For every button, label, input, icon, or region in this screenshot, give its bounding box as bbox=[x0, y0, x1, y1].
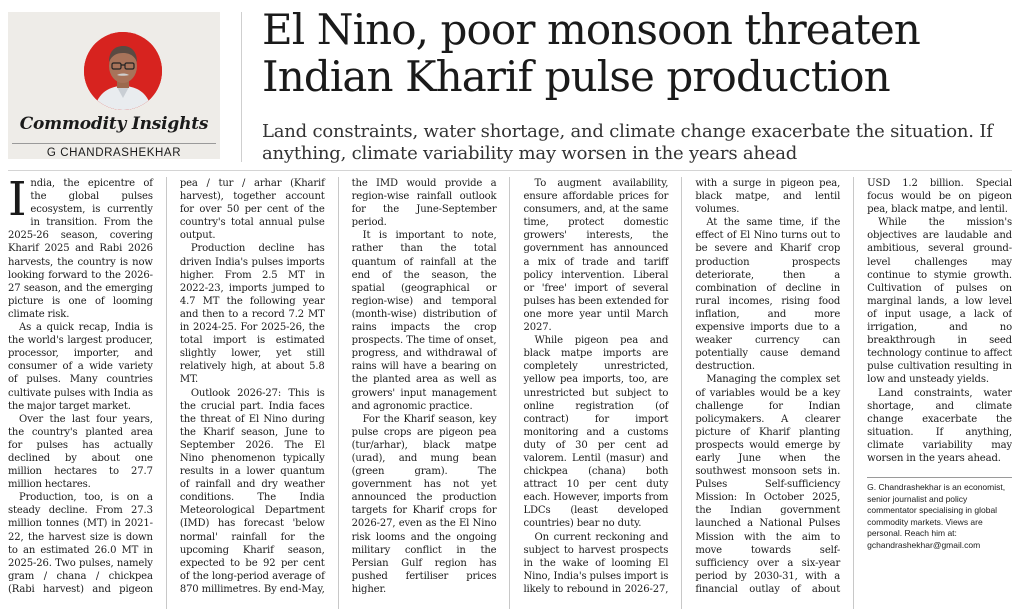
article-paragraph: For the Kharif season, key pulse crops are pigeon pea (tur/arhar), black matpe (urad), and mung bean (green gram). The government has not yet announced the production targets for Kharif crops for 2026-27, even as the El Nino risk looms and the ongoing military conflict in the Persian Gulf region has pushed fertiliser prices higher. bbox=[351, 413, 497, 595]
article-paragraph: On current reckoning and subject to harvest prospects in the wake of looming El Nino, India's pulses import is likely to rebound in 2026-27, with a surge in pigeon pea, black matpe, and lentil volumes. bbox=[523, 178, 841, 595]
author-bio-box bbox=[867, 477, 1012, 552]
avatar bbox=[84, 32, 162, 110]
article-paragraph: Land constraints, water shortage, and climate change exacerbate the situation. If anything, climate variability may worsen in the years ahead. bbox=[867, 387, 1012, 464]
article-paragraph: Managing the complex set of variables would be a key challenge for Indian policymakers. A clearer picture of Kharif planting prospects would emerge by early June when the southwest monsoon sets in. Pulses Self-sufficiency Mission: In October 2025, the Indian government launched a National Pulses Mission with the aim to move towards self-sufficiency over a six-year period by 2030-31, with a financial outlay of about USD 1.2 billion. Special focus would be on pigeon pea, black matpe, and lentil. bbox=[695, 178, 1012, 595]
column-name: Commodity Insights bbox=[19, 114, 209, 134]
article-paragraph: Over the last four years, the country's planted area for pulses has actually declined by about one million hectares to 27.7 million hectares. bbox=[8, 413, 153, 491]
lead-text: ndia, the epicentre of the global pulses ecosystem, is currently in transition. From the 2025-26 season, covering Kharif 2025 and Rabi 2026 harvests, the country is now looking forward to the 2026-27 season, and the emerging picture is one of looming climate risk. bbox=[8, 178, 153, 320]
header-divider bbox=[241, 12, 242, 162]
author-portrait-icon bbox=[84, 32, 162, 110]
article-paragraph: It is important to note, rather than the total quantum of rainfall at the end of the season, the spatial (geographical or region-wise) and temporal (month-wise) distribution of rains impacts the crop prospects. The time of onset, progress, and withdrawal of rains will have a bearing on the planted area as well as growers' input management and agronomic practice. bbox=[351, 230, 497, 412]
byline-divider bbox=[12, 143, 216, 144]
author-bio: G. Chandrashekhar is an economist, senior journalist and policy commentator specialising in global commodity markets. Views are personal. Reach him at: gchandrashekhar@gmail.com bbox=[867, 482, 1006, 551]
article-paragraph: As a quick recap, India is the world's largest producer, processor, importer, and consumer of a wide variety of pulses. Many countries cultivate pulses with India as the major target market. bbox=[8, 322, 153, 412]
article-paragraph: Production decline has driven India's pulses imports higher. From 2.5 MT in 2022-23, imports jumped to 4.7 MT the following year and then to a record 7.2 MT in 2024-25. For 2025-26, the total import is estimated slightly lower, yet still relatively high, at about 5.8 MT. bbox=[179, 243, 325, 386]
article-paragraph-lead bbox=[8, 177, 153, 321]
article-paragraph: While the mission's objectives are laudable and ambitious, several ground-level challenges may continue to stymie growth. Cultivation of pulses on marginal lands, a low level of input usage, a lack of irrigation, and no breakthrough in seed technology continue to affect pulse cultivation resulting in low and unsteady yields. bbox=[867, 217, 1012, 386]
standfirst: Land constraints, water shortage, and climate change exacerbate the situation. If anything, climate variability may worsen in the years ahead bbox=[262, 121, 993, 164]
article-body bbox=[8, 177, 1012, 609]
article-paragraph: To augment availability, ensure affordable prices for consumers, and, at the same time, protect domestic growers' interests, the government has announced a mix of trade and tariff policy intervention. Liberal or 'free' import of several pulses has been extended for one more year until March 2027. bbox=[523, 178, 669, 334]
article-paragraph: Production, too, is on a steady decline. From 27.3 million tonnes (MT) in 2021-22, the harvest size is down to an estimated 26.0 MT in 2025-26. Two pulses, namely gram / chana / chickpea (Rabi harvest) and pigeon pea / tur / arhar (Kharif harvest), together account for over 50 per cent of the country's total annual pulse output. bbox=[8, 178, 325, 595]
body-top-divider bbox=[8, 170, 1012, 171]
article-paragraph: At the same time, if the effect of El Nino turns out to be severe and Kharif crop production prospects deteriorate, then a combination of decline in rural incomes, rising food inflation, and more expensive imports due to a weaker currency can potentially cause demand destruction. bbox=[695, 217, 841, 373]
dropcap-letter: I bbox=[8, 177, 27, 227]
byline: G CHANDRASHEKHAR bbox=[46, 147, 182, 159]
article-paragraph: While pigeon pea and black matpe imports are completely unrestricted, yellow pea imports, too, are unrestricted but subject to online registration (of contract) for import monitoring and a customs duty of 30 per cent ad valorem. Lentil (masur) and chickpea (chana) both attract 10 per cent duty each. However, imports from LDCs (least developed countries) bear no duty. bbox=[523, 335, 669, 530]
article-paragraph: Outlook 2026-27: This is the crucial part. India faces the threat of El Nino during the Kharif season, June to September 2026. The El Nino phenomenon typically results in a lower quantum of rainfall and dry weather conditions. The India Meteorological Department (IMD) has forecast 'below normal' rainfall for the upcoming Kharif season, expected to be 92 per cent of the long-period average of 870 millimetres. By end-May, the IMD would provide a region-wise rainfall outlook for the June-September period. bbox=[179, 178, 497, 595]
page-title: El Nino, poor monsoon threaten Indian Kharif pulse production bbox=[262, 5, 920, 101]
